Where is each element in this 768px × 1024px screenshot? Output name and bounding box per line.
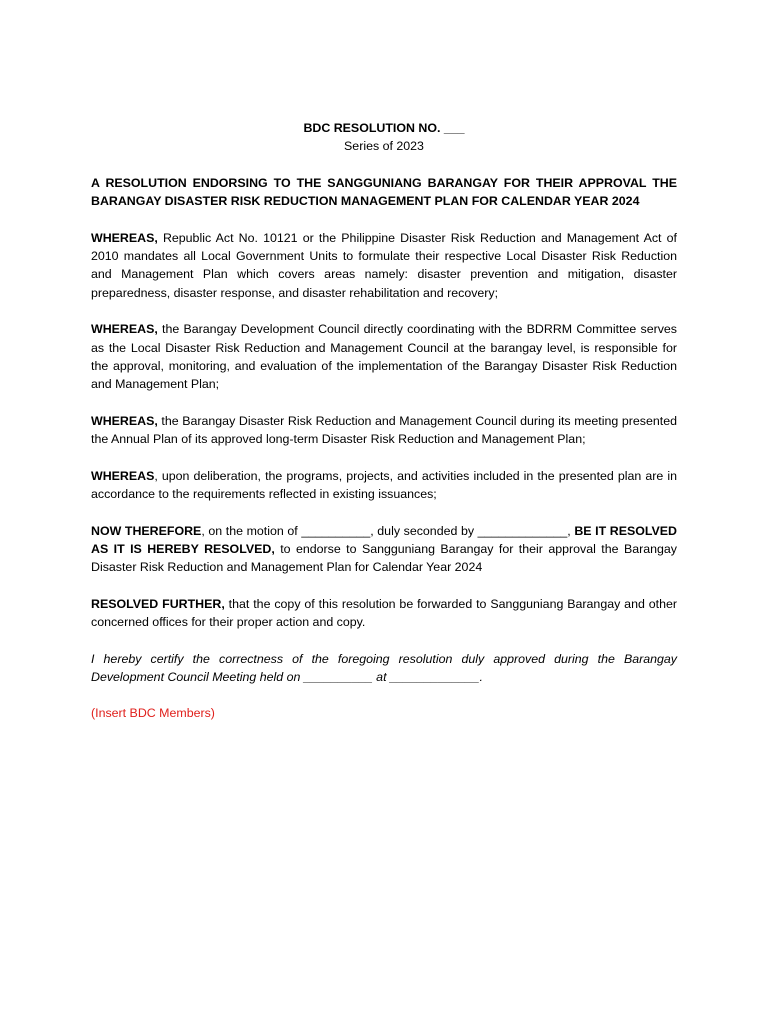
whereas-lead: WHEREAS: [91, 468, 155, 483]
resolution-number: BDC RESOLUTION NO. ___: [303, 121, 465, 135]
whereas-lead: WHEREAS,: [91, 322, 158, 337]
be-it-resolved: BE IT RESOLVED AS IT IS HEREBY RESOLVED,: [91, 523, 677, 556]
whereas-clause-2: [91, 320, 677, 394]
resolved-further-lead: RESOLVED FURTHER,: [91, 596, 225, 611]
whereas-lead: WHEREAS,: [91, 230, 158, 245]
resolution-series: Series of 2023: [344, 139, 424, 154]
whereas-text: , upon deliberation, the programs, projects, and activities included in the presented plan are in accordance to the requirements reflected in existing issuances;: [91, 468, 677, 502]
whereas-clause-1: [91, 229, 677, 303]
now-therefore-clause: [91, 522, 677, 577]
certification-statement: I hereby certify the correctness of the foregoing resolution duly approved during the Barangay Development Council Meeting held on __________ at _____________.: [91, 651, 677, 684]
insert-members-note: (Insert BDC Members): [91, 706, 215, 721]
resolved-further-text: that the copy of this resolution be forwarded to Sangguniang Barangay and other concerned offices for their proper action and copy.: [91, 596, 677, 630]
resolution-title: A RESOLUTION ENDORSING TO THE SANGGUNIANG BARANGAY FOR THEIR APPROVAL THE BARANGAY DISASTER RISK REDUCTION MANAGEMENT PLAN FOR CALENDAR YEAR 2024: [91, 175, 677, 209]
resolution-body: [91, 119, 677, 723]
now-therefore-lead: NOW THEREFORE: [91, 523, 202, 538]
now-therefore-text-2: to endorse to Sangguniang Barangay for their approval the Barangay Disaster Risk Reduction and Management Plan for Calendar Year 2024: [91, 541, 677, 575]
whereas-clause-4: [91, 467, 677, 504]
whereas-clause-3: [91, 412, 677, 449]
whereas-text: the Barangay Development Council directly coordinating with the BDRRM Committee serves as the Local Disaster Risk Reduction and Management Council at the barangay level, is responsible for the approval, monitoring, and evaluation of the implementation of the Barangay Disaster Risk Reduction and Management Plan;: [91, 322, 677, 392]
whereas-text: the Barangay Disaster Risk Reduction and Management Council during its meeting presented the Annual Plan of its approved long-term Disaster Risk Reduction and Management Plan;: [91, 413, 677, 447]
resolved-further-clause: [91, 595, 677, 632]
whereas-text: Republic Act No. 10121 or the Philippine Disaster Risk Reduction and Management Act of 2010 mandates all Local Government Units to formulate their respective Local Disaster Risk Reduction and Management Plan which covers areas namely: disaster prevention and mitigation, disaster preparedness, disaster response, and disaster rehabilitation and recovery;: [91, 230, 677, 300]
now-therefore-text-1: , on the motion of __________, duly seconded by _____________,: [201, 523, 575, 538]
whereas-lead: WHEREAS,: [91, 413, 158, 428]
